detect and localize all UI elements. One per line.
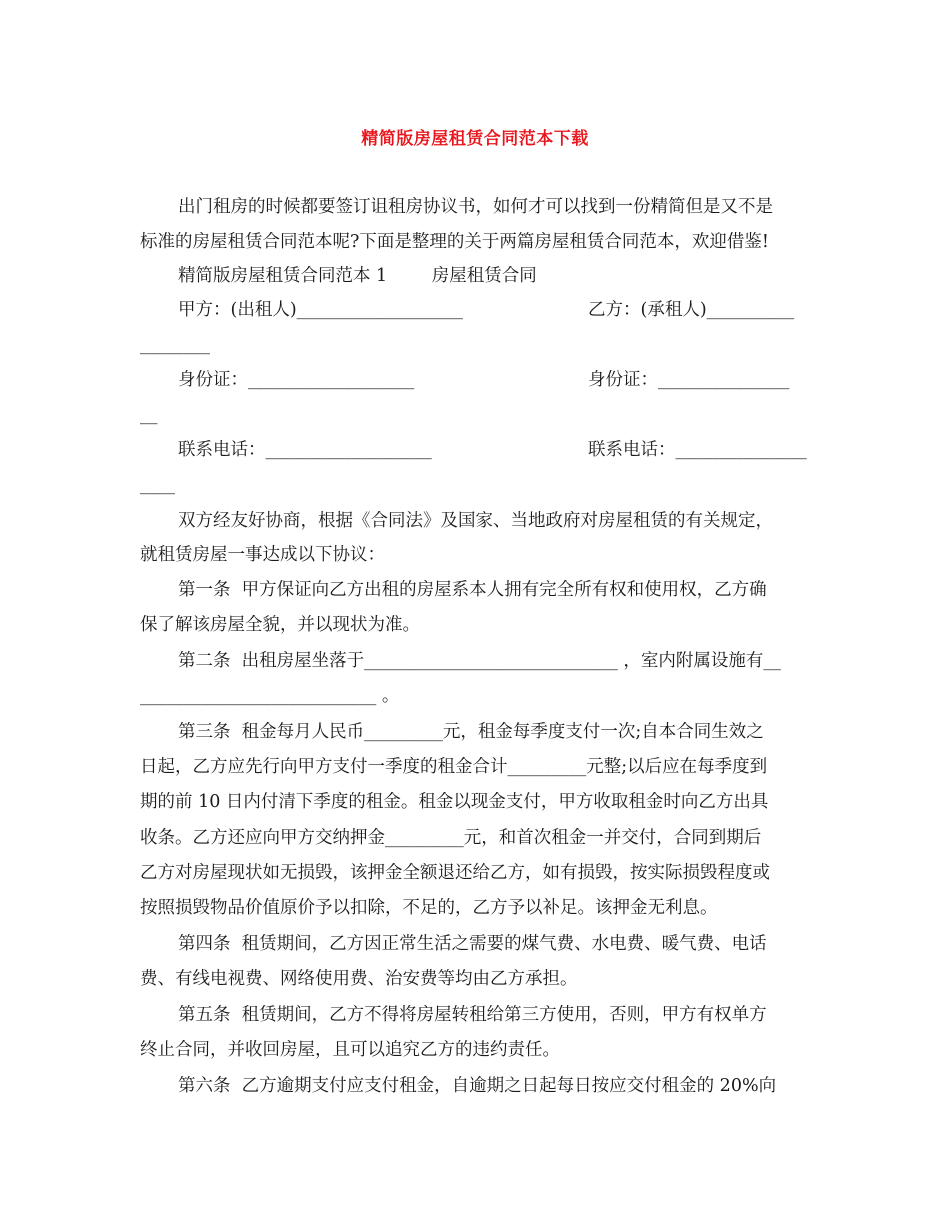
text-line: 就租赁房屋一事达成以下协议： (140, 545, 385, 565)
text-line: 保了解该房屋全貌，并以现状为准。 (140, 615, 420, 635)
text-line: 第六条 乙方逾期支付应支付租金，自逾期之日起每日按应交付租金的 20%向 (178, 1076, 777, 1096)
text-line: 日起，乙方应先行向甲方支付一季度的租金合计_________元整;以后应在每季度到 (140, 757, 768, 777)
text-line: 第四条 租赁期间，乙方因正常生活之需要的煤气费、水电费、暖气费、电话 (178, 934, 767, 954)
document-title: 精简版房屋租赁合同范本下载 (361, 129, 589, 149)
text-line: 联系电话：_______________ (588, 440, 807, 460)
text-line: 联系电话：___________________ (178, 440, 432, 460)
text-line: 第一条 甲方保证向乙方出租的房屋系本人拥有完全所有权和使用权，乙方确 (178, 580, 767, 600)
text-line: 第三条 租金每月人民币_________元，租金每季度支付一次;自本合同生效之 (178, 722, 764, 742)
text-line: 乙方：(承租人)__________ (588, 300, 795, 320)
text-line: 身份证：_______________ (588, 370, 790, 390)
text-line: 甲方：(出租人)___________________ (178, 300, 463, 320)
text-line: 按照损毁物品价值原价予以扣除，不足的，乙方予以补足。该押金无利息。 (140, 898, 718, 918)
text-line: 乙方对房屋现状如无损毁，该押金全额退还给乙方，如有损毁，按实际损毁程度或 (140, 863, 770, 883)
text-line: 收条。乙方还应向甲方交纳押金_________元，和首次租金一并交付，合同到期后 (140, 828, 762, 848)
text-line: 第二条 出租房屋坐落于_____________________________ ，室内附属设施有__ (178, 651, 781, 671)
text-line: 终止合同，并收回房屋，且可以追究乙方的违约责任。 (140, 1040, 560, 1060)
text-line: 第五条 租赁期间，乙方不得将房屋转租给第三方使用，否则，甲方有权单方 (178, 1005, 767, 1025)
text-line: 期的前 10 日内付清下季度的租金。租金以现金支付，甲方收取租金时向乙方出具 (140, 792, 769, 812)
text-line: 标准的房屋租赁合同范本呢?下面是整理的关于两篇房屋租赁合同范本，欢迎借鉴! (140, 232, 769, 252)
text-line: ___________________________ 。 (140, 686, 400, 706)
text-line: 精简版房屋租赁合同范本 1 房屋租赁合同 (178, 266, 537, 286)
text-line: 费、有线电视费、网络使用费、治安费等均由乙方承担。 (140, 969, 578, 989)
text-line: 出门租房的时候都要签订诅租房协议书，如何才可以找到一份精简但是又不是 (178, 197, 773, 217)
text-line: __ (140, 405, 158, 425)
text-line: ________ (140, 335, 210, 355)
text-line: ____ (140, 475, 175, 495)
text-line: 双方经友好协商，根据《合同法》及国家、当地政府对房屋租赁的有关规定， (178, 511, 773, 531)
text-line: 身份证：___________________ (178, 370, 415, 390)
